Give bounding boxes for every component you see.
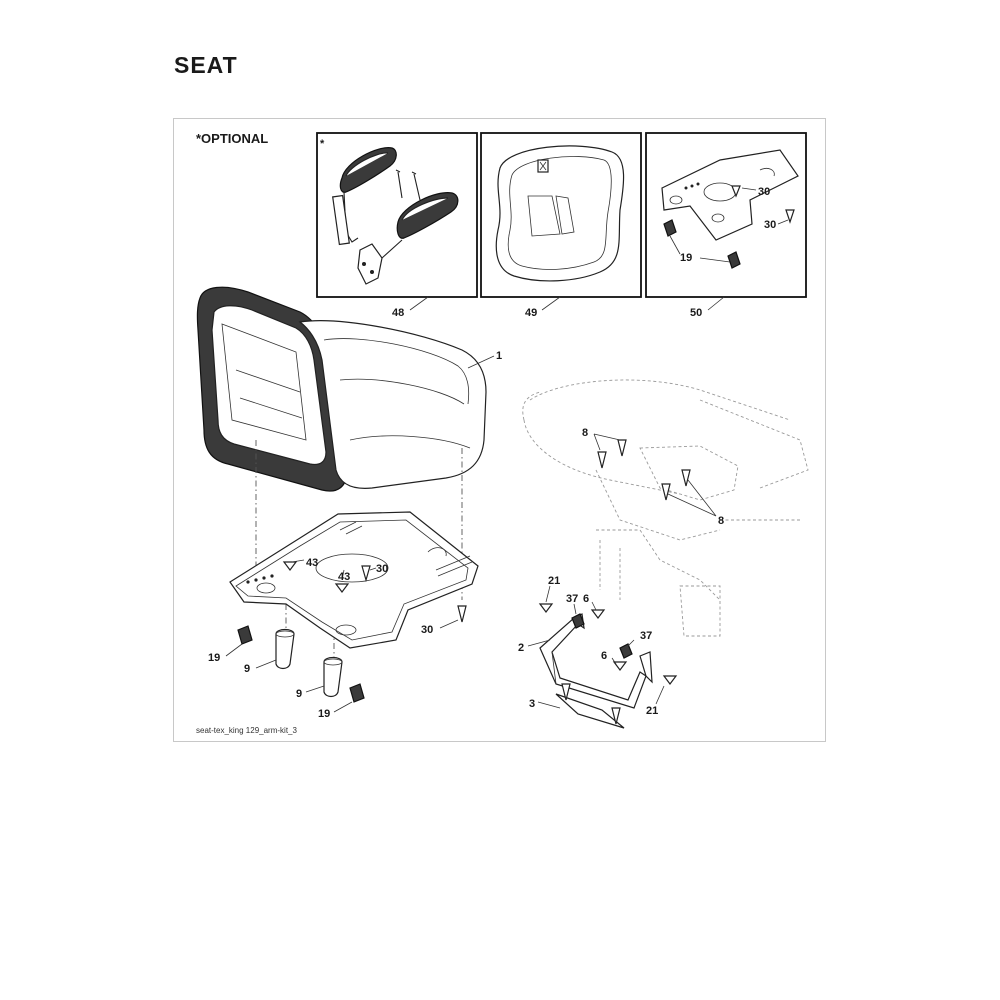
lock-nut-icon <box>620 644 632 658</box>
optional-note: *OPTIONAL <box>196 131 269 146</box>
armrest-kit-box <box>317 133 477 297</box>
callout-6-a: 6 <box>583 593 590 605</box>
callout-19-a: 19 <box>208 652 221 664</box>
bolt-icon <box>598 452 606 468</box>
seat-plate-kit-box <box>646 133 806 297</box>
callout-30-kit-b: 30 <box>764 219 777 231</box>
callout-37-b: 37 <box>640 630 653 642</box>
callout-19-kit: 19 <box>680 252 693 264</box>
mount-foot-right <box>350 684 364 702</box>
callout-2: 2 <box>518 642 525 654</box>
callout-30-seat-b: 30 <box>421 624 434 636</box>
callout-37-a: 37 <box>566 593 579 605</box>
bolt-icon <box>682 470 690 486</box>
rubber-bumper-right <box>324 658 342 697</box>
image-caption: seat-tex_king 129_arm-kit_3 <box>196 726 297 735</box>
bolt-head-icon <box>540 604 552 612</box>
callout-43-a: 43 <box>306 557 319 569</box>
bolt-head-icon <box>664 676 676 684</box>
callout-50: 50 <box>690 307 703 319</box>
seat-cushion-kit-box <box>481 133 641 297</box>
callout-43-b: 43 <box>338 571 351 583</box>
nut-icon <box>592 610 604 618</box>
callout-3: 3 <box>529 698 536 710</box>
bolt-icon <box>618 440 626 456</box>
callout-30-kit-a: 30 <box>758 186 771 198</box>
optional-star-mark: * <box>320 138 325 150</box>
page-title: SEAT <box>174 52 238 78</box>
callout-30-seat-a: 30 <box>376 563 389 575</box>
callout-8-a: 8 <box>582 427 589 439</box>
callout-1: 1 <box>496 350 503 362</box>
callout-9-b: 9 <box>296 688 303 700</box>
callout-8-b: 8 <box>718 515 725 527</box>
callout-48: 48 <box>392 307 405 319</box>
callout-21-a: 21 <box>548 575 561 587</box>
callout-19-b: 19 <box>318 708 331 720</box>
bolt-icon <box>458 606 466 622</box>
callout-21-b: 21 <box>646 705 659 717</box>
rubber-bumper-left <box>276 630 294 669</box>
mount-foot-left <box>238 626 252 644</box>
callout-49: 49 <box>525 307 538 319</box>
seat-main-drawing <box>197 287 486 491</box>
callout-9-a: 9 <box>244 663 251 675</box>
callout-6-b: 6 <box>601 650 608 662</box>
